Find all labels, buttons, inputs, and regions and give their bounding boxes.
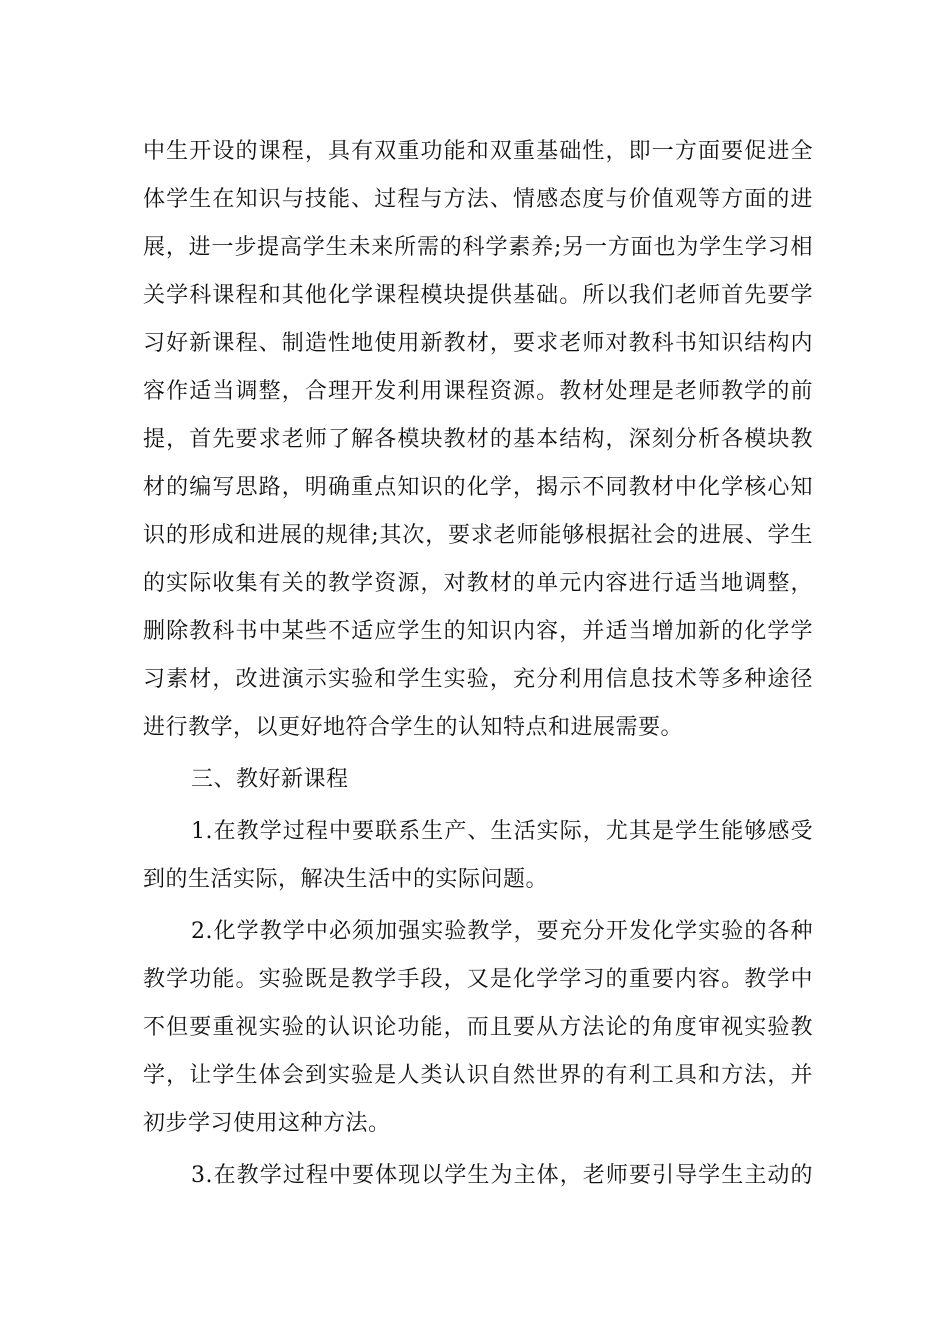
text-line: 展，进一步提高学生未来所需的科学素养;另一方面也为学生学习相 [143,235,813,260]
text-line: 关学科课程和其他化学课程模块提供基础。所以我们老师首先要学 [143,283,813,308]
text-line: 材的编写思路，明确重点知识的化学，揭示不同教材中化学核心知 [143,475,813,500]
text-line: 中生开设的课程，具有双重功能和双重基础性，即一方面要促进全 [143,139,813,164]
text-line: 初步学习使用这种方法。 [143,1111,391,1136]
heading-line: 三、教好新课程 [191,767,349,792]
text-line: 识的形成和进展的规律;其次，要求老师能够根据社会的进展、学生 [143,523,813,548]
text-line: 2.化学教学中必须加强实验教学，要充分开发化学实验的各种 [191,919,813,944]
text-line: 的实际收集有关的教学资源，对教材的单元内容进行适当地调整， [143,571,813,596]
paragraph-item-3 [143,1152,813,1200]
text-line: 体学生在知识与技能、过程与方法、情感态度与价值观等方面的进 [143,187,813,212]
text-line: 教学功能。实验既是教学手段，又是化学学习的重要内容。教学中 [143,967,813,992]
text-line: 3.在教学过程中要体现以学生为主体，老师要引导学生主动的 [191,1163,813,1188]
text-line: 学，让学生体会到实验是人类认识自然世界的有利工具和方法，并 [143,1063,813,1088]
text-line: 进行教学，以更好地符合学生的认知特点和进展需要。 [143,715,684,740]
text-line: 容作适当调整，合理开发利用课程资源。教材处理是老师教学的前 [143,379,813,404]
document-body [143,128,813,1200]
paragraph-curriculum-intro [143,128,813,752]
text-line: 提，首先要求老师了解各模块教材的基本结构，深刻分析各模块教 [143,427,813,452]
section-heading [143,756,813,804]
text-line: 到的生活实际，解决生活中的实际问题。 [143,867,549,892]
text-line: 习好新课程、制造性地使用新教材，要求老师对教科书知识结构内 [143,331,813,356]
paragraph-item-1 [143,808,813,904]
paragraph-item-2 [143,908,813,1148]
text-line: 不但要重视实验的认识论功能，而且要从方法论的角度审视实验教 [143,1015,813,1040]
text-line: 1.在教学过程中要联系生产、生活实际，尤其是学生能够感受 [191,819,813,844]
text-line: 删除教科书中某些不适应学生的知识内容，并适当增加新的化学学 [143,619,813,644]
text-line: 习素材，改进演示实验和学生实验，充分利用信息技术等多种途径 [143,667,813,692]
